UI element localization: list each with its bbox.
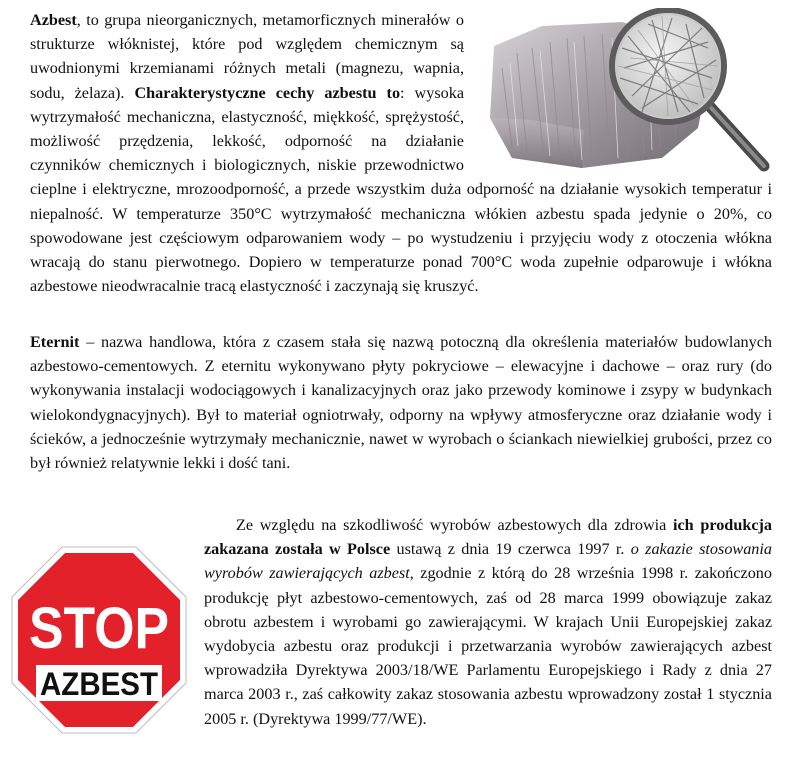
paragraph-ban [204, 513, 772, 731]
term-asbestos: Azbest [30, 11, 77, 29]
stop-sign-subword: AZBEST [40, 666, 159, 702]
paragraph-asbestos-definition [30, 8, 772, 298]
paragraph-eternit [30, 330, 772, 475]
eternit-text: – nazwa handlowa, która z czasem stała się nazwą potoczną dla określenia materiałów budowlanych azbestowo-cementowych. Z eternitu wykonywano płyty pokryciowe – elewacyjne i dachowe – oraz rury (do wykonywania instalacji wodociągowych i kanalizacyjnych oraz jako przewody kominowe i zsypy w budynkach wielokondygnacyjnych). Był to materiał ogniotrwały, odporny na wpływy atmosferyczne oraz działanie wody i ścieków, a jednocześnie wytrzymały mechanicznie, nawet w wyrobach o ściankach niewielkiej grubości, przez co był również relatywnie lekki i dość tani. [30, 333, 772, 473]
stop-sign-word: STOP [29, 596, 169, 661]
law-title: o zakazie stosowania wyrobów zawierających azbest [204, 540, 772, 583]
ban-law-text: ustawą z dnia 19 czerwca 1997 r. [390, 540, 631, 559]
asbestos-features-text: : wysoka wytrzymałość mechaniczna, elastyczność, miękkość, sprężystość, możliwość przędzenia, lekkość, odporność na działanie czynników chemicznych i biologicznych, niskie przewodnictwo cieplne i elektryczne, mrozoodporność, a przede wszystkim duża odporność na działanie wysokich temperatur i niepalność. W temperaturze 350°C wytrzymałość mechaniczna włókien azbestu spada jedynie o 20%, co spowodowane jest częściowym odparowaniem wody – po wystudzeniu i przyjęciu wody z otoczenia włókna wracają do stanu pierwotnego. Dopiero w temperaturze ponad 700°C woda zupełnie odparowuje i włókna azbestowe nieodwracalnie tracą elastyczność i zaczynają się kruszyć. [30, 83, 772, 296]
ban-details-text: , zgodnie z którą do 28 września 1998 r. zakończono produkcję płyt azbestowo-cementowych, zaś od 28 marca 1999 obowiązuje zakaz obrotu azbestem i wyrobami go zawierającymi. W krajach Unii Europejskiej zakaz wydobycia azbestu oraz produkcji i przetwarzania wyrobów zawierających azbest wprowadziła Dyrektywa 2003/18/WE Parlamentu Europejskiego i Rady z dnia 27 marca 2003 r., zaś całkowity zakaz stosowania azbestu wprowadzony został 1 stycznia 2005 r. (Dyrektywa 1999/77/WE). [204, 564, 772, 728]
asbestos-intro-text: , to grupa nieorganicznych, metamorficznych minerałów o strukturze włóknistej, które pod względem chemicznym są uwodnionymi krzemianami różnych metali (magnezu, wapnia, sodu, żelaza). [30, 11, 464, 102]
ban-highlight: ich produkcja zakazana została w Polsce [204, 516, 772, 559]
asbestos-features-heading: Charakterystyczne cechy azbestu to [134, 83, 401, 102]
ban-intro-text: Ze względu na szkodliwość wyrobów azbestowych dla zdrowia [236, 516, 673, 534]
stop-asbestos-sign [10, 545, 188, 735]
asbestos-magnifier-image [472, 8, 772, 176]
term-eternit: Eternit [30, 333, 80, 351]
